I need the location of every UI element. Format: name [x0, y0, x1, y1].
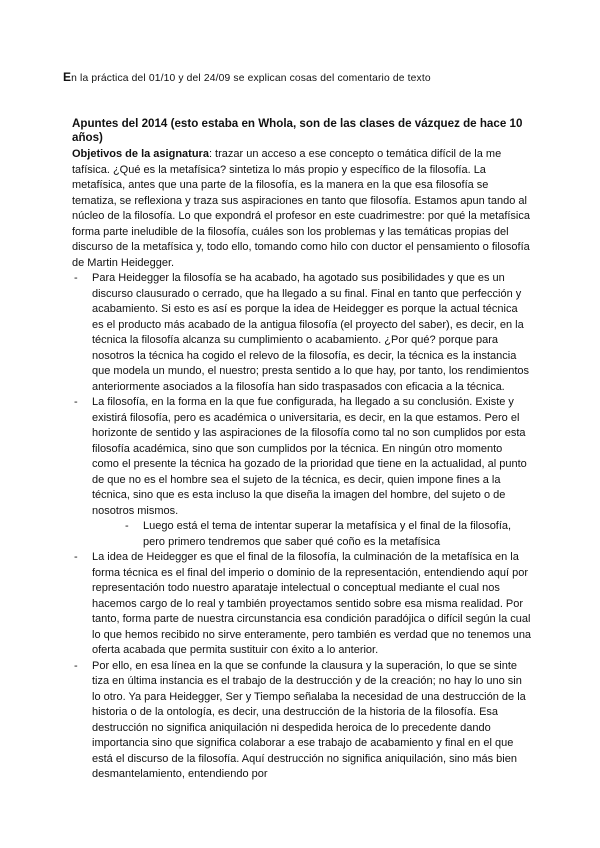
list-item [72, 550, 532, 659]
sub-list-item [92, 519, 532, 550]
intro-paragraph [72, 147, 532, 271]
bullet-list [72, 271, 532, 783]
section-heading: Apuntes del 2014 (esto estaba en Whola, son de las clases de vázquez de hace 10 años) [72, 117, 523, 144]
list-item-text: La filosofía, en la forma en la que fue configurada, ha llegado a su conclusión. Existe y existirá filosofía, pero es académica o universitaria, es decir, en la que estamos. Pero el horizonte de sentido y las aspiraciones de la filosofía como tal no son cumplidos por esta filosofía académica, sino que son cumplidos por la técnica. En ningún otro momento como el presente la técnica ha gozado de la prioridad que tiene en la actualidad, al punto de que no es el hombre sea el sujeto de la técnica, es decir, quien impone fines a la técnica, sino que es esta incluso la que diseña la imagen del hombre, del sujeto o de nosotros mismos. [92, 396, 527, 517]
note-first-letter: E [63, 70, 72, 84]
list-item [72, 395, 532, 550]
sub-bullet-list [92, 519, 532, 550]
document-body [72, 117, 532, 783]
list-item-text: Para Heidegger la filosofía se ha acabado, ha agotado sus posibilidades y que es un discurso clausurado o cerrado, que ha llegado a su final. Final en tanto que perfección y acabamiento. Si esto es así es porque la idea de Heidegger es porque la actual técnica es el producto más acabado de la antigua filosofía (el proyecto del saber), es decir, en la técnica la filosofía alcanza su cumplimiento o acabamiento. ¿Por qué? porque para nosotros la técnica ha cogido el relevo de la filosofía, es decir, la técnica es la instancia que modela un mundo, el nuestro; presta sentido a lo que hay, por tanto, los rendimientos anteriormente asociados a la filosofía han sido traspasados con eficacia a la técnica. [92, 272, 530, 393]
list-item [72, 271, 532, 395]
note-text: n la práctica del 01/10 y del 24/09 se explican cosas del comentario de texto [71, 73, 431, 84]
list-item-text: La idea de Heidegger es que el final de la filosofía, la culminación de la metafísica en la forma técnica es el final del imperio o dominio de la representación, entendiendo aquí por representación todo nuestro aparataje intelectual o conceptual mediante el cual nos hacemos cargo de lo real y también proyectamos sentido sobre esa misma realidad. Por tanto, forma parte de nuestra circunstancia esa condición paradójica o difícil según la cual lo que hemos recibido no sirve enteramente, pero también es verdad que no tenemos una oferta acabada que permita sustituir con éxito a lo anterior. [92, 551, 532, 656]
intro-label: Objetivos de la asignatura [72, 148, 209, 160]
intro-text: : trazar un acceso a ese concepto o temática difícil de la me tafísica. ¿Qué es la metafísica? sintetiza lo más propio y específico de la filosofía. La metafísica, antes que una parte de la filosofía, es la manera en la que esa filosofía se tematiza, se reflexiona y traza sus aspiraciones en tanto que filosofía. Estamos apun tando al núcleo de la filosofía. Lo que expondrá el profesor en este cuadrimestre: por qué la metafísica forma parte ineludible de la filosofía, cuáles son los problemas y las temáticas propias del discurso de la metafísica y, todo ello, tomando como hilo con ductor el pensamiento o filosofía de Martin Heidegger. [72, 148, 530, 269]
list-item-text: Por ello, en esa línea en la que se confunde la clausura y la superación, lo que se sinte tiza en última instancia es el trabajo de la destrucción y de la creación; no hay lo uno sin lo otro. Ya para Heidegger, Ser y Tiempo señalaba la necesidad de una destrucción de la historia o de la ontología, es decir, una destrucción de la historia de la filosofía. Esa destrucción no significa aniquilación ni despedida heroica de lo precedente dando importancia sino que significa colaborar a ese trabajo de acabamiento y final en el que está el discurso de la filosofía. Aquí destrucción no significa aniquilación, sino más bien desmantelamiento, entendiendo por [92, 659, 526, 780]
sub-list-item-text: Luego está el tema de intentar superar la metafísica y el final de la filosofía, pero primero tendremos que saber qué coño es la metafísica [143, 520, 512, 548]
practice-note [63, 70, 543, 84]
list-item [72, 659, 532, 783]
